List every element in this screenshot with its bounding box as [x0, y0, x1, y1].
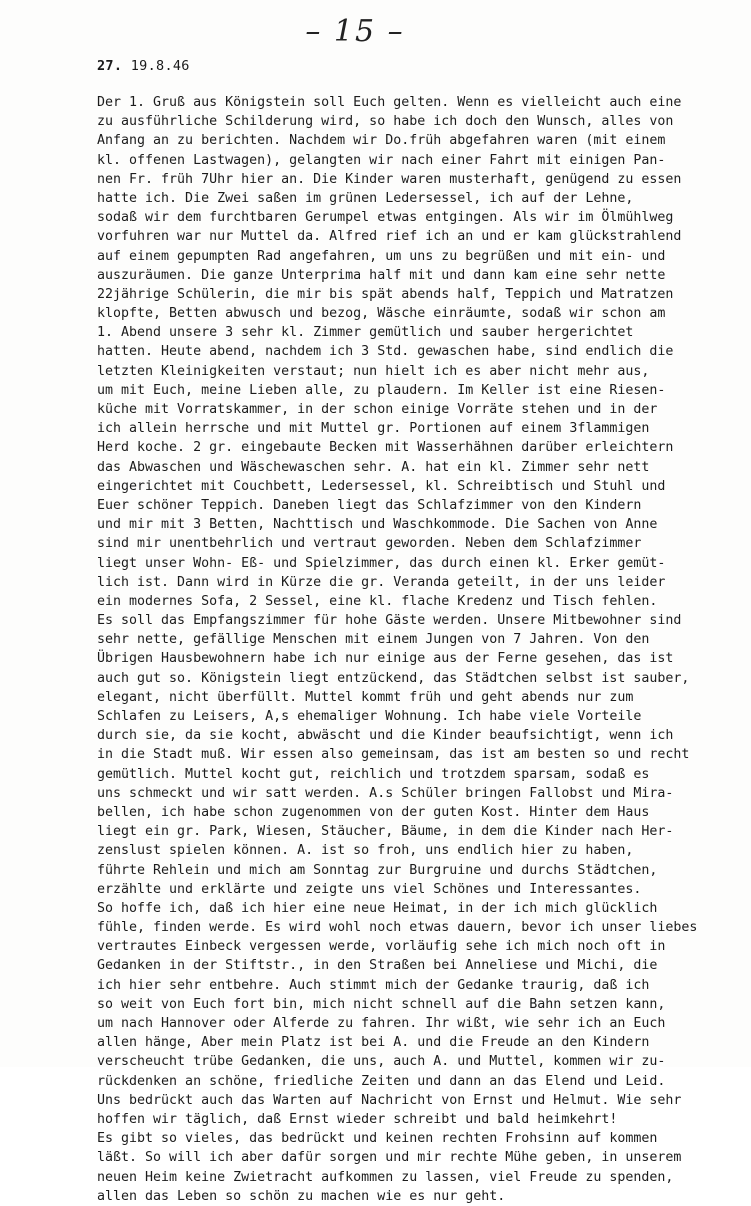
text-line: vorfuhren war nur Muttel da. Alfred rief ich an und er kam glückstrahlend: [97, 229, 682, 245]
letter-body: [97, 93, 707, 1206]
text-line: Es gibt so vieles, das bedrückt und keinen rechten Frohsinn auf kommen: [97, 1131, 658, 1147]
text-line: lich ist. Dann wird in Kürze die gr. Veranda geteilt, in der uns leider: [97, 574, 666, 590]
text-line: gemütlich. Muttel kocht gut, reichlich und trotzdem sparsam, sodaß es: [97, 766, 650, 782]
text-line: fühle, finden werde. Es wird wohl noch etwas dauern, bevor ich unser liebes: [97, 920, 698, 936]
text-line: nen Fr. früh 7Uhr hier an. Die Kinder waren musterhaft, genügend zu essen: [97, 171, 682, 187]
text-line: uns schmeckt und wir satt werden. A.s Schüler bringen Fallobst und Mira-: [97, 785, 674, 801]
text-line: zu ausführliche Schilderung wird, so habe ich doch den Wunsch, alles von: [97, 114, 674, 130]
text-line: bellen, ich habe schon zugenommen von der guten Kost. Hinter dem Haus: [97, 804, 650, 820]
text-line: Schlafen zu Leisers, A,s ehemaliger Wohnung. Ich habe viele Vorteile: [97, 709, 642, 724]
text-line: hatten. Heute abend, nachdem ich 3 Std. gewaschen habe, sind endlich die: [97, 344, 674, 360]
text-line: allen das Leben so schön zu machen wie es nur geht.: [97, 1188, 506, 1204]
text-line: um mit Euch, meine Lieben alle, zu plaudern. Im Keller ist eine Riesen-: [97, 382, 666, 398]
text-line: neuen Heim keine Zwietracht aufkommen zu lassen, viel Freude zu spenden,: [97, 1169, 674, 1185]
text-line: So hoffe ich, daß ich hier eine neue Heimat, in der ich mich glücklich: [97, 900, 658, 916]
text-line: auch gut so. Königstein liegt entzückend, das Städtchen selbst ist sauber,: [97, 670, 690, 686]
text-line: allen hänge, Aber mein Platz ist bei A. und die Freude an den Kindern: [97, 1035, 650, 1051]
text-line: so weit von Euch fort bin, mich nicht schnell auf die Bahn setzen kann,: [97, 996, 666, 1012]
text-line: rückdenken an schöne, friedliche Zeiten und dann an das Elend und Leid.: [97, 1073, 666, 1089]
text-line: sodaß wir dem furchtbaren Gerumpel etwas entgingen. Als wir im Ölmühlweg: [97, 210, 674, 226]
text-line: und mir mit 3 Betten, Nachttisch und Waschkommode. Die Sachen von Anne: [97, 517, 658, 533]
text-line: in die Stadt muß. Wir essen also gemeinsam, das ist am besten so und recht: [97, 747, 690, 763]
text-line: klopfte, Betten abwusch und bezog, Wäsche einräumte, sodaß wir schon am: [97, 306, 666, 322]
text-line: führte Rehlein und mich am Sonntag zur Burgruine und durchs Städtchen,: [97, 862, 658, 878]
text-line: liegt unser Wohn- Eß- und Spielzimmer, das durch einen kl. Erker gemüt-: [97, 555, 666, 571]
text-line: verscheucht trübe Gedanken, die uns, auch A. und Muttel, kommen wir zu-: [97, 1054, 666, 1070]
text-line: Der 1. Gruß aus Königstein soll Euch gelten. Wenn es vielleicht auch eine: [97, 95, 682, 110]
entry-date: 19.8.46: [130, 58, 190, 74]
text-line: küche mit Vorratskammer, in der schon einige Vorräte stehen und in der: [97, 402, 658, 417]
text-line: Uns bedrückt auch das Warten auf Nachricht von Ernst und Helmut. Wie sehr: [97, 1092, 682, 1108]
entry-number: 27.: [97, 58, 123, 74]
text-line: ich allein herrsche und mit Muttel gr. Portionen auf einem 3flammigen: [97, 421, 650, 437]
text-line: ich hier sehr entbehre. Auch stimmt mich der Gedanke traurig, daß ich: [97, 977, 650, 993]
text-line: Anfang an zu berichten. Nachdem wir Do.früh abgefahren waren (mit einem: [97, 133, 666, 149]
text-line: elegant, nicht überfüllt. Muttel kommt früh und geht abends nur zum: [97, 689, 634, 705]
text-line: eingerichtet mit Couchbett, Ledersessel, kl. Schreibtisch und Stuhl und: [97, 478, 666, 494]
text-line: liegt ein gr. Park, Wiesen, Stäucher, Bäume, in dem die Kinder nach Her-: [97, 824, 674, 840]
text-line: kl. offenen Lastwagen), gelangten wir nach einer Fahrt mit einigen Pan-: [97, 152, 666, 168]
text-line: Euer schöner Teppich. Daneben liegt das Schlafzimmer von den Kindern: [97, 497, 642, 513]
text-line: um nach Hannover oder Alferde zu fahren. Ihr wißt, wie sehr ich an Euch: [97, 1016, 666, 1031]
text-line: sind mir unentbehrlich und vertraut geworden. Neben dem Schlafzimmer: [97, 536, 642, 552]
text-line: durch sie, da sie kocht, abwäscht und die Kinder beaufsichtigt, wenn ich: [97, 728, 674, 744]
text-line: zenslust spielen können. A. ist so froh, uns endlich hier zu haben,: [97, 843, 634, 859]
page-number: – 15 –: [305, 14, 405, 49]
text-line: Übrigen Hausbewohnern habe ich nur einige aus der Ferne gesehen, das ist: [97, 651, 674, 667]
text-line: auf einem gepumpten Rad angefahren, um uns zu begrüßen und mit ein- und: [97, 248, 666, 264]
text-line: letzten Kleinigkeiten verstaut; nun hielt ich es aber nicht mehr aus,: [97, 363, 650, 379]
text-line: das Abwaschen und Wäschewaschen sehr. A. hat ein kl. Zimmer sehr nett: [97, 459, 650, 475]
text-line: sehr nette, gefällige Menschen mit einem Jungen von 7 Jahren. Von den: [97, 632, 650, 648]
text-line: 22jährige Schülerin, die mir bis spät abends half, Teppich und Matratzen: [97, 286, 674, 302]
text-line: auszuräumen. Die ganze Unterprima half mit und dann kam eine sehr nette: [97, 267, 666, 283]
text-line: hoffen wir täglich, daß Ernst wieder schreibt und bald heimkehrt!: [97, 1111, 618, 1127]
text-line: erzählte und erklärte und zeigte uns viel Schönes und Interessantes.: [97, 881, 642, 897]
text-line: läßt. So will ich aber dafür sorgen und mir rechte Mühe geben, in unserem: [97, 1150, 682, 1166]
text-line: Herd koche. 2 gr. eingebaute Becken mit Wasserhähnen darüber erleichtern: [97, 440, 674, 456]
entry-date-line: [97, 58, 190, 74]
text-line: Es soll das Empfangszimmer für hohe Gäste werden. Unsere Mitbewohner sind: [97, 613, 682, 629]
text-line: hatte ich. Die Zwei saßen im grünen Ledersessel, ich auf der Lehne,: [97, 190, 634, 206]
text-line: Gedanken in der Stiftstr., in den Straßen bei Anneliese und Michi, die: [97, 958, 658, 974]
text-line: 1. Abend unsere 3 sehr kl. Zimmer gemütlich und sauber hergerichtet: [97, 325, 634, 341]
text-line: vertrautes Einbeck vergessen werde, vorläufig sehe ich mich noch oft in: [97, 939, 666, 955]
text-line: ein modernes Sofa, 2 Sessel, eine kl. flache Kredenz und Tisch fehlen.: [97, 593, 658, 609]
